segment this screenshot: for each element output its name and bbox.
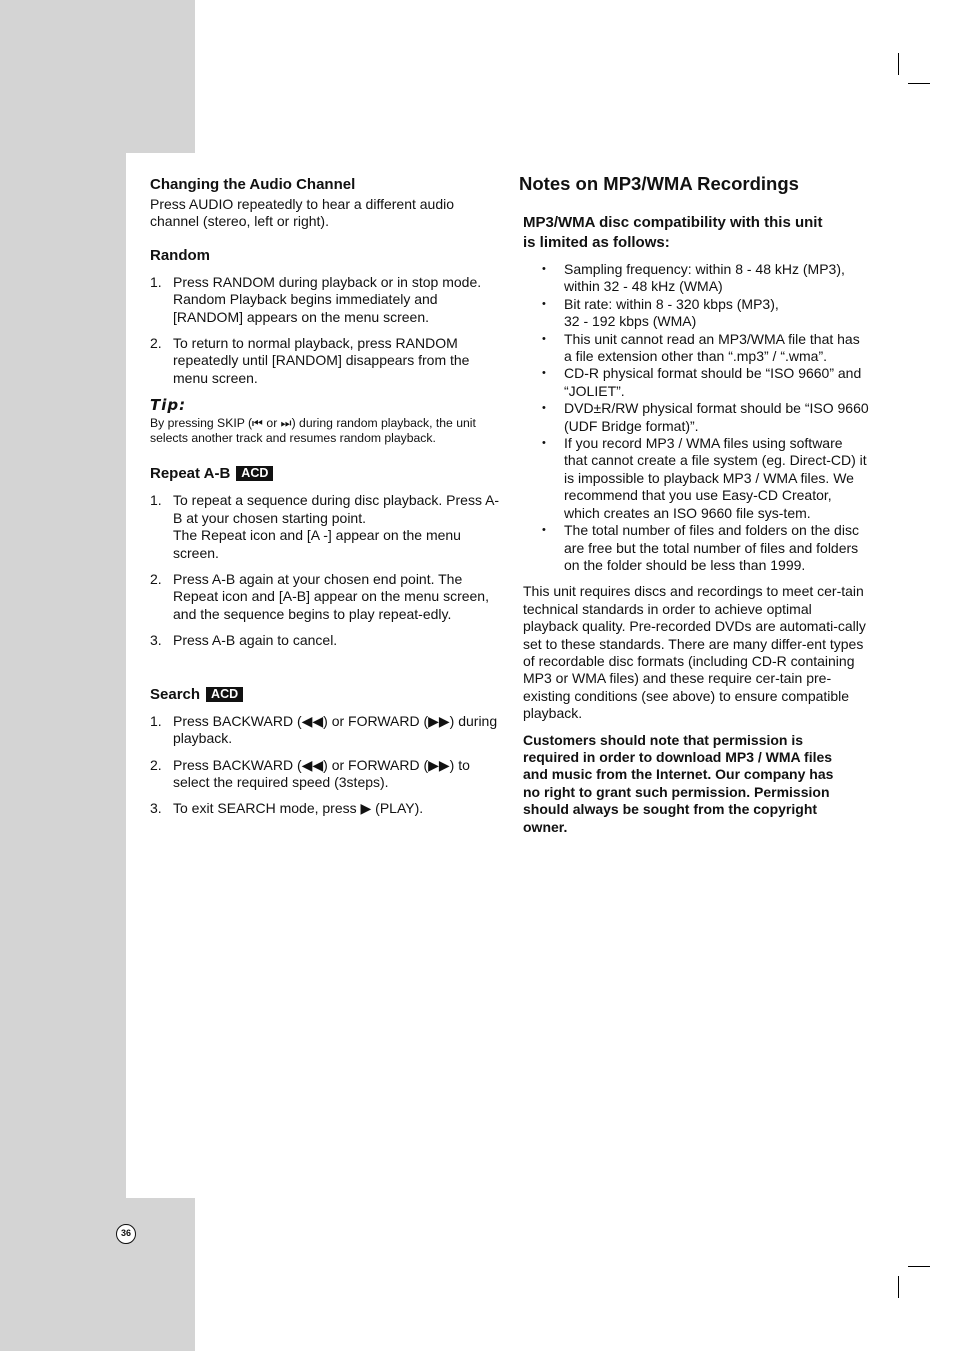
bullet-icon: • (542, 263, 546, 275)
tip-box (150, 396, 500, 445)
list-item (523, 261, 869, 296)
repeat-ab-title: Repeat A-B (150, 465, 231, 483)
bullet-text: Sampling frequency: within 8 - 48 kHz (MP3), within 32 - 48 kHz (WMA) (564, 261, 845, 295)
page-number: 36 (116, 1224, 136, 1244)
list-item (150, 492, 500, 562)
step-number: 1. (150, 712, 162, 729)
acd-badge: ACD (236, 466, 273, 481)
bullet-icon: • (542, 402, 546, 415)
list-item (523, 522, 869, 574)
step-number: 3. (150, 632, 162, 649)
bullet-text: CD-R physical format should be “ISO 9660” and “JOLIET”. (564, 365, 862, 399)
bullet-text: If you record MP3 / WMA files using software that cannot create a file system (eg. Direct-CD) it is impossible to playback MP3 / WMA files. We recommend that you use Easy-CD Creator, which creates an ISO 9660 file sys-tem. (564, 435, 867, 521)
step-text: To return to normal playback, press RANDOM repeatedly until [RANDOM] disappears from the menu screen. (173, 335, 470, 386)
bullet-icon: • (542, 332, 546, 345)
compatibility-list (519, 261, 869, 574)
repeat-ab-heading (150, 464, 500, 483)
acd-badge: ACD (206, 687, 243, 702)
step-number: 2. (150, 335, 162, 352)
step-number: 1. (150, 492, 162, 509)
list-item (150, 800, 500, 817)
search-heading (150, 685, 500, 704)
bullet-icon: • (542, 437, 546, 450)
search-steps (150, 713, 500, 818)
bullet-text: This unit cannot read an MP3/WMA file that has a file extension other than “.mp3” / “.wma”. (564, 330, 860, 365)
step-number: 2. (150, 571, 162, 588)
step-number: 2. (150, 756, 162, 773)
list-item (150, 571, 500, 623)
compatibility-heading: MP3/WMA disc compatibility with this unit is limited as follows: (523, 214, 823, 251)
crop-mark (898, 53, 899, 75)
step-text: Press BACKWARD (◀◀) or FORWARD (▶▶) to select the required speed (3steps). (173, 756, 470, 790)
random-heading: Random (150, 246, 210, 264)
left-column (150, 175, 500, 818)
list-item (523, 331, 869, 366)
crop-mark (908, 1266, 930, 1267)
bullet-text: DVD±R/RW physical format should be “ISO 9660 (UDF Bridge format)”. (564, 400, 869, 434)
list-item (150, 274, 500, 326)
bullet-text: The total number of files and folders on the disc are free but the total number of files and folders on the folder should be less than 1999. (564, 522, 859, 573)
step-text: Press A-B again to cancel. (173, 632, 338, 649)
audio-channel-text: Press AUDIO repeatedly to hear a different audio channel (stereo, left or right). (150, 196, 455, 230)
list-item (150, 713, 500, 748)
bullet-icon: • (542, 524, 546, 537)
bullet-icon: • (542, 367, 546, 380)
page-title: Notes on MP3/WMA Recordings (519, 173, 799, 194)
list-item (523, 365, 869, 400)
bullet-text: Bit rate: within 8 - 320 kbps (MP3), 32 - 192 kbps (WMA) (564, 295, 779, 330)
bullet-icon: • (542, 297, 546, 310)
page-margin-bottom (0, 1198, 195, 1351)
list-item (523, 400, 869, 435)
step-number: 3. (150, 800, 162, 817)
repeat-ab-steps (150, 492, 500, 649)
page-margin-left (0, 153, 126, 1198)
tip-title: Tip: (150, 396, 187, 415)
list-item (150, 757, 500, 792)
step-text: To exit SEARCH mode, press ▶ (PLAY). (173, 800, 424, 817)
permission-notice: Customers should note that permission is required in order to download MP3 / WMA files and music from the Internet. Our company has no right to grant such permission. Permission should always be sought from the copyright owner. (523, 731, 834, 835)
audio-channel-section (150, 175, 500, 231)
search-title: Search (150, 685, 201, 703)
step-number: 1. (150, 273, 162, 290)
repeat-ab-section (150, 464, 500, 649)
random-section (150, 246, 500, 387)
step-text: Press BACKWARD (◀◀) or FORWARD (▶▶) during playback. (173, 712, 498, 747)
list-item (150, 335, 500, 387)
step-text: Press A-B again at your chosen end point. The Repeat icon and [A-B] appear on the menu screen, and the sequence begins to play repeat-edly. (173, 571, 489, 622)
step-text: To repeat a sequence during disc playback. Press A-B at your chosen starting point. (173, 492, 500, 526)
step-text: Press RANDOM during playback or in stop mode. Random Playback begins immediately and [RANDOM] appears on the menu screen. (173, 273, 482, 325)
tip-text: By pressing SKIP (⏮ or ⏭) during random playback, the unit selects another track and resumes random playback. (150, 416, 476, 445)
random-steps (150, 274, 500, 387)
crop-mark (898, 1276, 899, 1298)
list-item (523, 435, 869, 522)
crop-mark (908, 83, 930, 84)
list-item (523, 296, 869, 331)
requirements-paragraph: This unit requires discs and recordings to meet cer-tain technical standards in order to achieve optimal playback quality. Pre-recorded DVDs are automati-cally set to these standards. There are many differ-ent types of recordable disc formats (including CD-R containing MP3 or WMA files) and these require cer-tain pre-existing conditions (see above) to ensure compatible playback. (523, 583, 866, 722)
right-column (519, 172, 869, 836)
audio-channel-heading: Changing the Audio Channel (150, 176, 356, 193)
search-section (150, 685, 500, 818)
list-item (150, 632, 500, 649)
page-margin-top (0, 0, 195, 153)
step-text-continued: The Repeat icon and [A -] appear on the menu screen. (173, 527, 461, 561)
